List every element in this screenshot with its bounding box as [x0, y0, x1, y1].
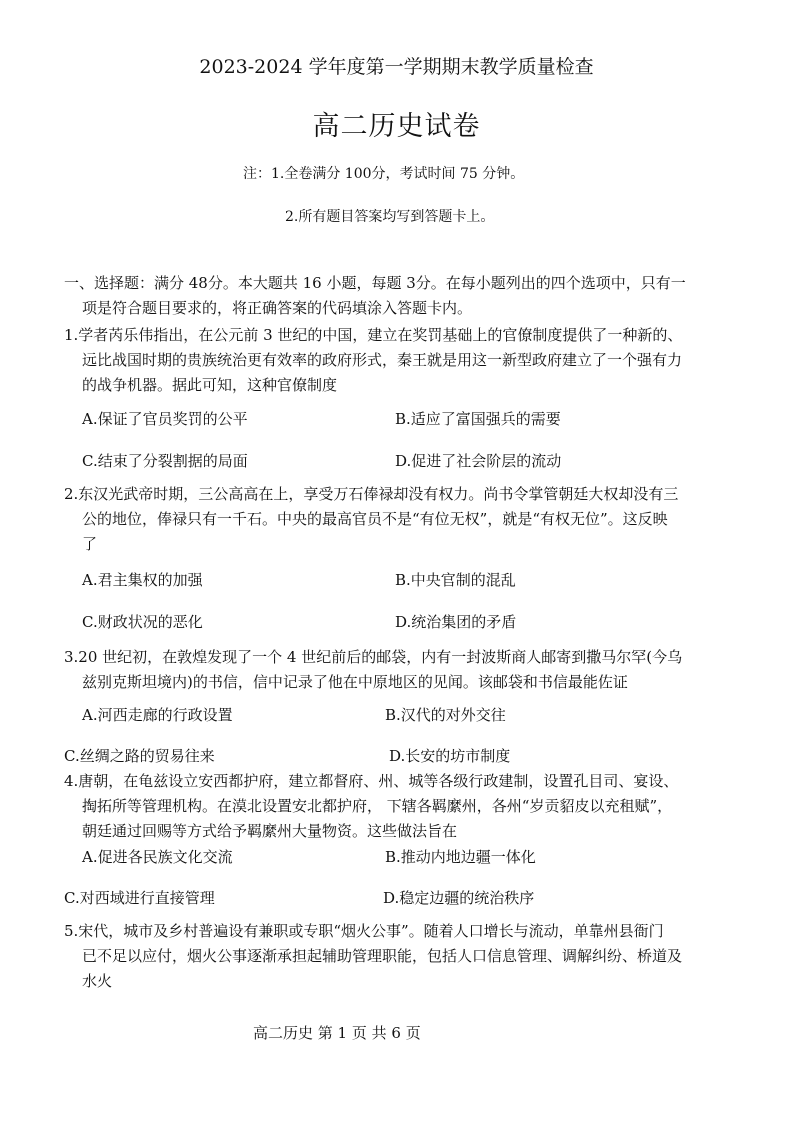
question-stem-line: 2.东汉光武帝时期，三公高高在上，享受万石俸禄却没有权力。尚书令掌管朝廷大权却没有三	[64, 485, 679, 503]
option-d: D.统治集团的矛盾	[395, 613, 517, 631]
question-stem-line: 兹别克斯坦境内)的书信，信中记录了他在中原地区的见闻。该邮袋和书信最能佐证	[82, 673, 628, 691]
option-a: A.保证了官员奖罚的公平	[82, 410, 248, 428]
question-stem-line: 了	[82, 535, 98, 553]
option-b: B.适应了富国强兵的需要	[395, 410, 561, 428]
question-stem-line: 5.宋代，城市及乡村普遍设有兼职或专职“烟火公事”。随着人口增长与流动，单靠州县衙门	[64, 922, 664, 940]
question-stem-line: 已不足以应付，烟火公事逐渐承担起辅助管理职能，包括人口信息管理、调解纠纷、桥道及	[82, 947, 683, 965]
option-b: B.推动内地边疆一体化	[385, 848, 536, 866]
note-1: 注：1.全卷满分 100分，考试时间 75 分钟。	[243, 166, 525, 182]
option-c: C.丝绸之路的贸易往来	[64, 747, 215, 765]
page-footer: 高二历史 第 1 页 共 6 页	[253, 1024, 421, 1042]
paper-title: 高二历史试卷	[312, 111, 481, 142]
exam-title: 2023-2024 学年度第一学期期末教学质量检查	[199, 56, 594, 78]
question-stem-line: 1.学者芮乐伟指出，在公元前 3 世纪的中国，建立在奖罚基础上的官僚制度提供了一种新的、	[64, 326, 683, 344]
option-a: A.促进各民族文化交流	[82, 848, 233, 866]
option-c: C.财政状况的恶化	[82, 613, 203, 631]
question-stem-line: 3.20 世纪初，在敦煌发现了一个 4 世纪前后的邮袋，内有一封波斯商人邮寄到撒马尔罕(今乌	[64, 648, 683, 666]
question-stem-line: 远比战国时期的贵族统治更有效率的政府形式，秦王就是用这一新型政府建立了一个强有力	[82, 351, 683, 369]
option-c: C.对西域进行直接管理	[64, 889, 215, 907]
question-stem-line: 掏拓所等管理机构。在漠北设置安北都护府， 下辖各羁縻州，各州“岁贡貂皮以充租赋”，	[82, 797, 673, 815]
note-2: 2.所有题目答案均写到答题卡上。	[285, 209, 495, 225]
option-d: D.长安的坊市制度	[389, 747, 511, 765]
question-stem-line: 公的地位，俸禄只有一千石。中央的最高官员不是“有位无权”，就是“有权无位”。这反映	[82, 510, 668, 528]
question-stem-line: 4.唐朝，在龟兹设立安西都护府，建立都督府、州、城等各级行政建制，设置孔目司、宴设、	[64, 772, 679, 790]
option-a: A.君主集权的加强	[82, 571, 203, 589]
section-line: 一、选择题：满分 48分。本大题共 16 小题，每题 3分。在每小题列出的四个选项中，只有一	[64, 274, 686, 292]
question-stem-line: 的战争机器。据此可知，这种官僚制度	[82, 376, 338, 394]
option-b: B.中央官制的混乱	[395, 571, 516, 589]
option-c: C.结束了分裂割据的局面	[82, 452, 248, 470]
section-line: 项是符合题目要求的，将正确答案的代码填涂入答题卡内。	[82, 299, 473, 317]
option-d: D.稳定边疆的统治秩序	[383, 889, 535, 907]
option-b: B.汉代的对外交往	[385, 706, 506, 724]
option-a: A.河西走廊的行政设置	[82, 706, 233, 724]
option-d: D.促进了社会阶层的流动	[395, 452, 562, 470]
question-stem-line: 朝廷通过回赐等方式给予羁縻州大量物资。这些做法旨在	[82, 822, 458, 840]
question-stem-line: 水火	[82, 972, 113, 990]
